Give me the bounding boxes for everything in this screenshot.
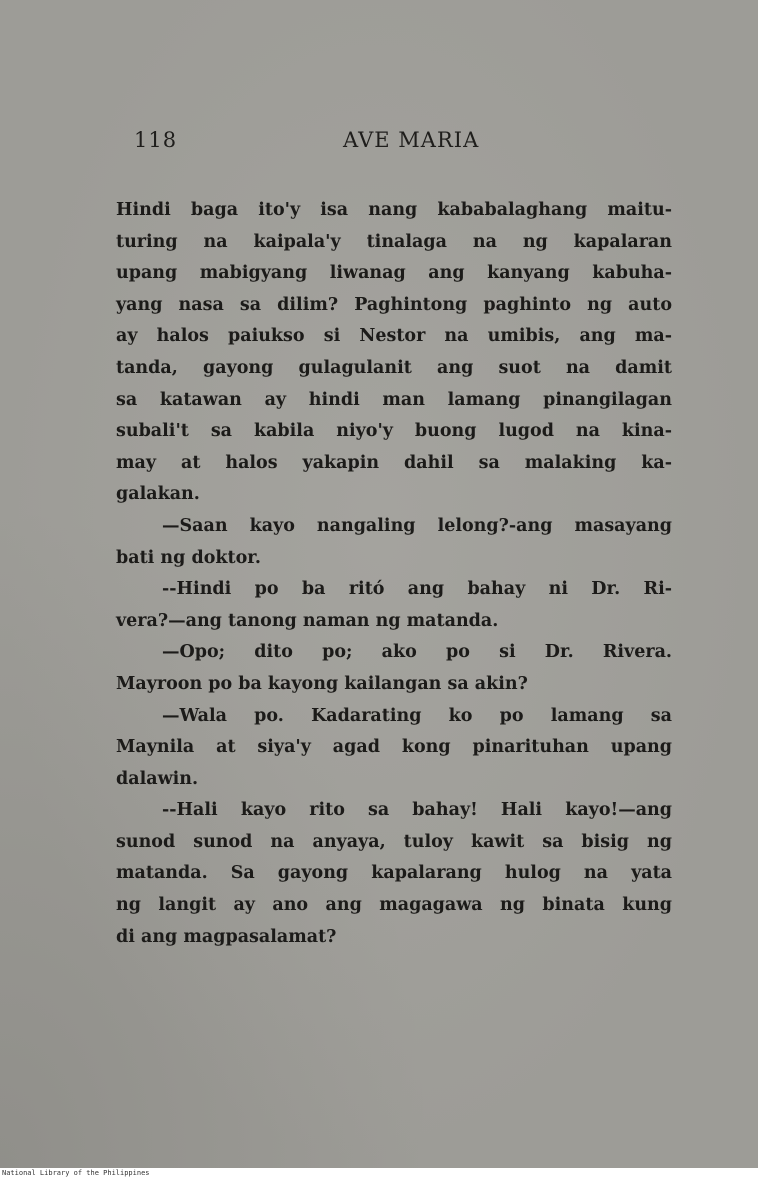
text-line: sa katawan ay hindi man lamang pinangilagan bbox=[116, 389, 672, 410]
text-line: --Hali kayo rito sa bahay! Hali kayo!—ang bbox=[162, 800, 672, 821]
page-number: 118 bbox=[134, 128, 178, 152]
text-line: bati ng doktor. bbox=[116, 547, 261, 568]
text-line: turing na kaipala'y tinalaga na ng kapalaran bbox=[116, 231, 672, 252]
text-line: subali't sa kabila niyo'y buong lugod na kina- bbox=[116, 421, 672, 442]
text-line: galakan. bbox=[116, 484, 200, 505]
text-line: may at halos yakapin dahil sa malaking ka- bbox=[116, 452, 672, 473]
text-line: Hindi baga ito'y isa nang kababalaghang maitu- bbox=[116, 200, 672, 220]
text-line: ay halos paiukso si Nestor na umibis, ang ma- bbox=[116, 326, 672, 347]
text-line: sunod sunod na anyaya, tuloy kawit sa bisig ng bbox=[116, 831, 672, 852]
text-line: yang nasa sa dilim? Paghintong paghinto ng auto bbox=[116, 294, 672, 315]
text-line: Mayroon po ba kayong kailangan sa akin? bbox=[116, 673, 528, 694]
text-line: —Wala po. Kadarating ko po lamang sa bbox=[162, 705, 672, 726]
text-line: —Opo; dito po; ako po si Dr. Rivera. bbox=[162, 642, 672, 663]
text-line: vera?—ang tanong naman ng matanda. bbox=[116, 610, 499, 631]
library-credit: National Library of the Philippines bbox=[2, 1169, 150, 1177]
text-line: Maynila at siya'y agad kong pinarituhan upang bbox=[116, 737, 672, 758]
text-line: matanda. Sa gayong kapalarang hulog na yata bbox=[116, 863, 672, 884]
text-line: —Saan kayo nangaling lelong?-ang masayang bbox=[162, 515, 672, 536]
text-line: upang mabigyang liwanag ang kanyang kabuha- bbox=[116, 263, 672, 284]
body-text bbox=[116, 195, 672, 953]
page-header bbox=[0, 128, 758, 158]
text-line: tanda, gayong gulagulanit ang suot na damit bbox=[116, 357, 672, 378]
text-line: dalawin. bbox=[116, 768, 199, 789]
running-title: AVE MARIA bbox=[343, 128, 480, 152]
text-line: di ang magpasalamat? bbox=[116, 926, 337, 947]
text-line: ng langit ay ano ang magagawa ng binata kung bbox=[116, 895, 672, 916]
text-line: --Hindi po ba ritó ang bahay ni Dr. Ri- bbox=[162, 579, 672, 600]
